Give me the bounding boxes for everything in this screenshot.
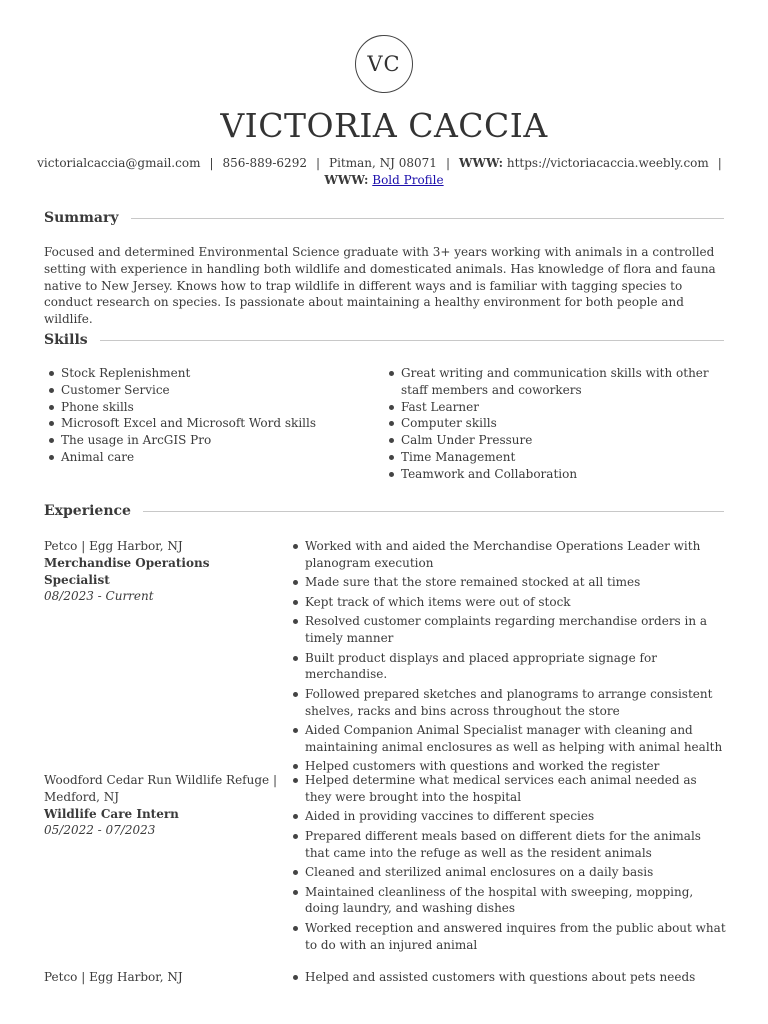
job-bullet: Prepared different meals based on different diets for the animals that came into the refuge as well as the resident animals — [288, 828, 726, 862]
job-bullet: Cleaned and sterilized animal enclosures on a daily basis — [288, 864, 726, 881]
job-meta — [44, 772, 279, 839]
separator: | — [315, 156, 321, 170]
job-bullet: Worked with and aided the Merchandise Operations Leader with planogram execution — [288, 538, 726, 572]
contact-line-2 — [20, 173, 748, 187]
summary-heading-text: Summary — [44, 210, 119, 226]
location: Pitman, NJ 08071 — [329, 156, 437, 170]
separator: | — [209, 156, 214, 170]
section-divider — [131, 218, 725, 219]
candidate-name: VICTORIA CACCIA — [220, 106, 548, 145]
job-bullet: Made sure that the store remained stocked at all times — [288, 574, 726, 591]
job-bullet: Maintained cleanliness of the hospital with sweeping, mopping, doing laundry, and washing dishes — [288, 884, 726, 918]
email: victorialcaccia@gmail.com — [37, 156, 201, 170]
skill-item: Phone skills — [44, 399, 364, 416]
job-dates: 05/2022 - 07/2023 — [44, 823, 156, 838]
skills-list-right — [384, 365, 724, 483]
job-bullet: Helped and assisted customers with questions about pets needs — [288, 969, 726, 986]
experience-heading-text: Experience — [44, 503, 131, 519]
skill-item: Microsoft Excel and Microsoft Word skills — [44, 415, 364, 432]
summary-heading — [44, 210, 724, 226]
phone: 856-889-6292 — [222, 156, 307, 170]
skills-heading — [44, 332, 724, 348]
skill-item: Fast Learner — [384, 399, 724, 416]
job-meta — [44, 538, 279, 605]
job-bullet: Followed prepared sketches and planograms to arrange consistent shelves, racks and bins across throughout the store — [288, 686, 726, 720]
job-bullets — [288, 538, 726, 778]
skills-heading-text: Skills — [44, 332, 88, 348]
job-bullet: Aided in providing vaccines to different species — [288, 808, 726, 825]
job-bullet: Built product displays and placed appropriate signage for merchandise. — [288, 650, 726, 684]
job-company: Woodford Cedar Run Wildlife Refuge | Medford, NJ — [44, 773, 277, 804]
skill-item: Computer skills — [384, 415, 724, 432]
skill-item: Great writing and communication skills with other staff members and coworkers — [384, 365, 724, 399]
job-title: Wildlife Care Intern — [44, 806, 179, 821]
job-title: Merchandise Operations Specialist — [44, 555, 210, 587]
job-bullets — [288, 969, 726, 988]
monogram-text: VC — [367, 52, 401, 76]
www-label-2: WWW: — [324, 173, 369, 187]
skill-item: Time Management — [384, 449, 724, 466]
summary-text: Focused and determined Environmental Science graduate with 3+ years working with animals in a controlled setting with experience in handling both wildlife and domesticated animals. Has knowledge of flora and fauna native to New Jersey. Knows how to trap wildlife in different ways and is familiar with tagging species to conduct research on species. Is passionate about maintaining a healthy environment for both people and wildlife. — [44, 245, 716, 327]
bold-profile-link[interactable]: Bold Profile — [372, 173, 444, 187]
experience-heading — [44, 503, 724, 519]
skills-list-left — [44, 365, 364, 466]
monogram-badge — [355, 35, 413, 93]
separator: | — [717, 156, 722, 170]
job-bullet: Helped determine what medical services each animal needed as they were brought into the hospital — [288, 772, 726, 806]
section-divider — [100, 340, 724, 341]
skill-item: Calm Under Pressure — [384, 432, 724, 449]
job-bullets — [288, 772, 726, 956]
job-bullet: Aided Companion Animal Specialist manager with cleaning and maintaining animal enclosures as well as helping with animal health — [288, 722, 726, 756]
job-company: Petco | Egg Harbor, NJ — [44, 539, 183, 553]
job-dates: 08/2023 - Current — [44, 589, 154, 604]
job-meta — [44, 969, 279, 986]
website: https://victoriacaccia.weebly.com — [506, 156, 709, 170]
section-divider — [143, 511, 724, 512]
skill-item: The usage in ArcGIS Pro — [44, 432, 364, 449]
job-bullet: Kept track of which items were out of stock — [288, 594, 726, 611]
skill-item: Animal care — [44, 449, 364, 466]
job-company: Petco | Egg Harbor, NJ — [44, 970, 183, 984]
job-bullet: Worked reception and answered inquires from the public about what to do with an injured animal — [288, 920, 726, 954]
skill-item: Customer Service — [44, 382, 364, 399]
skill-item: Stock Replenishment — [44, 365, 364, 382]
contact-line — [20, 156, 748, 170]
skill-item: Teamwork and Collaboration — [384, 466, 724, 483]
job-bullet: Resolved customer complaints regarding merchandise orders in a timely manner — [288, 613, 726, 647]
www-label: WWW: — [459, 156, 504, 170]
separator: | — [445, 156, 450, 170]
job-bullet: Helped customers with questions and worked the register — [288, 758, 726, 775]
